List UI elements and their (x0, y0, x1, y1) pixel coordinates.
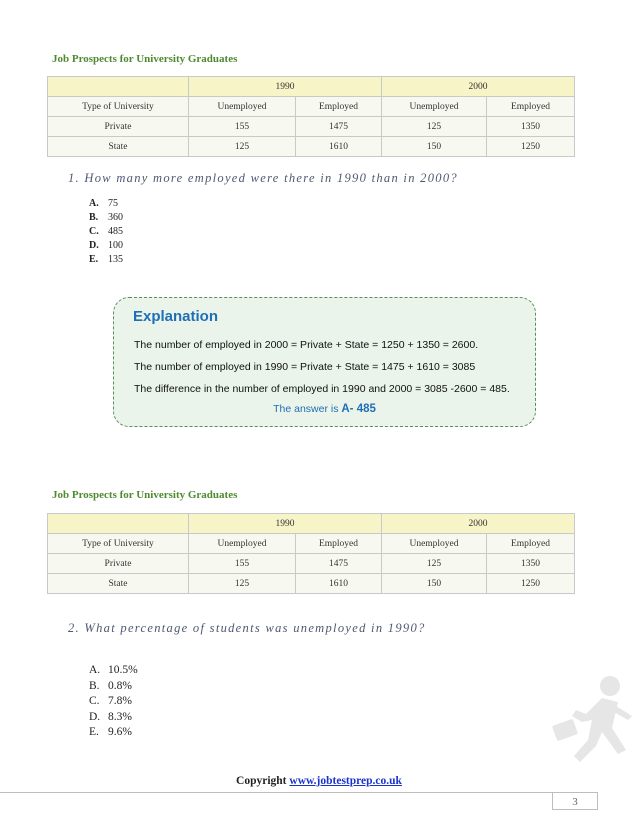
year-header: 2000 (382, 514, 575, 534)
year-header: 1990 (189, 77, 382, 97)
explanation-line: The number of employed in 1990 = Private + State = 1475 + 1610 = 3085 (134, 361, 476, 373)
table-cell: 155 (189, 554, 296, 574)
table-row (48, 137, 575, 157)
answer-option[interactable]: E. 135 (89, 254, 123, 265)
table-cell: State (48, 137, 189, 157)
footer-divider (0, 792, 552, 793)
table-cell: 1475 (296, 554, 382, 574)
column-header: Employed (487, 534, 575, 554)
answer-option[interactable]: C. 7.8% (89, 695, 132, 707)
table-column-row (48, 97, 575, 117)
table-cell: 1350 (487, 117, 575, 137)
answer-option[interactable]: C. 485 (89, 226, 123, 237)
table-cell: 150 (382, 574, 487, 594)
table-cell: 1475 (296, 117, 382, 137)
section-title: Job Prospects for University Graduates (52, 489, 238, 501)
column-header: Type of University (48, 97, 189, 117)
explanation-line: The number of employed in 2000 = Private + State = 1250 + 1350 = 2600. (134, 339, 479, 351)
table-row (48, 554, 575, 574)
answer-options-1 (89, 197, 123, 267)
column-header: Employed (296, 97, 382, 117)
question-1: 1. How many more employed were there in 1990 than in 2000? (68, 171, 458, 185)
section-title: Job Prospects for University Graduates (52, 53, 238, 65)
column-header: Unemployed (382, 534, 487, 554)
column-header: Unemployed (382, 97, 487, 117)
question-2: 2. What percentage of students was unemployed in 1990? (68, 621, 426, 635)
table-cell: 125 (189, 574, 296, 594)
answer-options-2 (89, 663, 138, 741)
answer-option[interactable]: D. 8.3% (89, 710, 132, 723)
running-businessman-icon (546, 672, 638, 772)
explanation-box (113, 297, 536, 427)
job-prospects-table (47, 513, 575, 594)
column-header: Unemployed (189, 534, 296, 554)
table-column-row (48, 534, 575, 554)
page-number: 3 (552, 792, 598, 810)
table-cell (48, 514, 189, 534)
table-cell: 1250 (487, 137, 575, 157)
year-header: 2000 (382, 77, 575, 97)
answer-option[interactable]: D. 100 (89, 240, 123, 251)
table-cell: 125 (382, 117, 487, 137)
job-prospects-table (47, 76, 575, 157)
table-cell: 1610 (296, 574, 382, 594)
year-header: 1990 (189, 514, 382, 534)
table-cell: 1250 (487, 574, 575, 594)
table-header-row (48, 77, 575, 97)
table-cell: 1350 (487, 554, 575, 574)
table-cell: Private (48, 554, 189, 574)
column-header: Employed (296, 534, 382, 554)
explanation-line: The difference in the number of employed in 1990 and 2000 = 3085 -2600 = 485. (134, 383, 510, 395)
table-cell: Private (48, 117, 189, 137)
column-header: Type of University (48, 534, 189, 554)
table-cell: 125 (382, 554, 487, 574)
column-header: Unemployed (189, 97, 296, 117)
explanation-title: Explanation (133, 308, 219, 325)
table-cell (48, 77, 189, 97)
table-cell: 155 (189, 117, 296, 137)
table-cell: 150 (382, 137, 487, 157)
table-row (48, 574, 575, 594)
column-header: Employed (487, 97, 575, 117)
website-link[interactable]: www.jobtestprep.co.uk (289, 775, 402, 787)
answer-option[interactable]: A. 75 (89, 198, 118, 209)
copyright-footer: Copyright www.jobtestprep.co.uk (236, 775, 402, 787)
table-row (48, 117, 575, 137)
answer-option[interactable]: B. 0.8% (89, 679, 132, 692)
answer-option[interactable]: A. 10.5% (89, 664, 138, 676)
answer-option[interactable]: B. 360 (89, 212, 123, 223)
table-cell: State (48, 574, 189, 594)
table-cell: 125 (189, 137, 296, 157)
explanation-answer: The answer is A- 485 (273, 403, 376, 415)
table-header-row (48, 514, 575, 534)
table-cell: 1610 (296, 137, 382, 157)
answer-option[interactable]: E. 9.6% (89, 726, 132, 738)
